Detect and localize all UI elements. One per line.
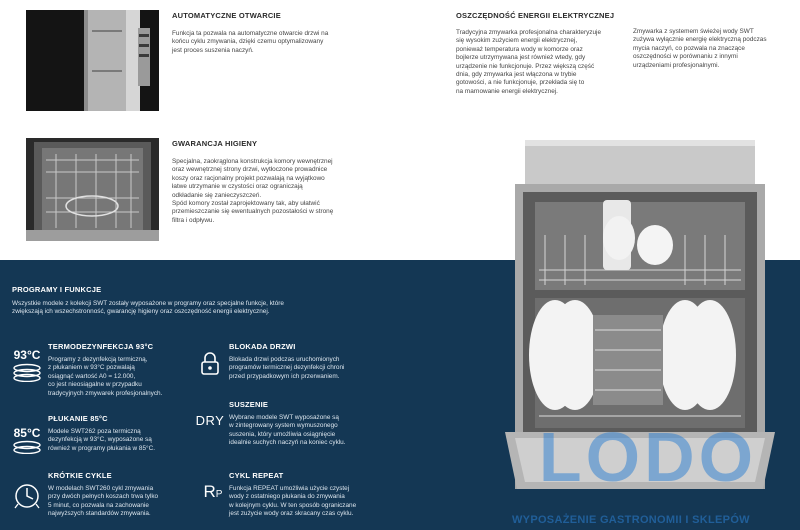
repeat-icon-sub: P	[215, 489, 223, 500]
lock-title: BLOKADA DRZWI	[229, 342, 296, 351]
lock-text: Blokada drzwi podczas uruchomionych programów termicznej dezynfekcji chroni przed przypadkowym ich przerwaniem.	[229, 356, 345, 380]
short-cycle-icon	[12, 482, 42, 515]
thermo-icon-label: 93°C	[13, 348, 41, 362]
short-cycle-title: KRÓTKIE CYKLE	[48, 471, 112, 480]
repeat-icon	[198, 482, 228, 502]
auto-open-text: Funkcja ta pozwala na automatyczne otwarcie drzwi na końcu cyklu zmywania, dzięki czemu optymalizowany jest proces suszenia naczyń.	[172, 30, 329, 54]
cycle-timer-icon	[12, 482, 42, 510]
dishwasher-door-illustration	[26, 10, 159, 111]
watermark-tagline: WYPOSAŻENIE GASTRONOMII I SKLEPÓW	[512, 514, 750, 526]
dry-icon	[192, 413, 228, 428]
dry-title: SUSZENIE	[229, 400, 269, 409]
energy-text-left: Tradycyjna zmywarka profesjonalna charakteryzuje się wysokim zużyciem energii elektrycznej, ponieważ temperatura wody w komorze oraz bojlerze utrzymywana jest również wtedy, gdy urządzenie nie funkcjonuje. Przez większą część dnia, gdy zmywarka jest włączona w trybie gotowości, a nie funkcjonuje, przekłada się to na marnowanie energii elektrycznej.	[456, 29, 602, 95]
repeat-text: Funkcja REPEAT umożliwia użycie czystej wody z ostatniego płukania do zmywania w kolejnym cyklu. W ten sposób ograniczane jest zużycie wody oraz skracany czas cyklu.	[229, 485, 357, 518]
rinse-title: PŁUKANIE 85°C	[48, 414, 108, 423]
watermark-logo	[503, 418, 793, 496]
programs-intro: Wszystkie modele z kolekcji SWT zostały wyposażone w programy oraz specjalne funkcje, które zwiększają ich wszechstronność, gwarancję higieny oraz oszczędność energii elektrycznej.	[12, 300, 284, 316]
rinse-text: Modele SWT262 poza termiczną dezynfekcją w 93°C, wyposażone są również w programy płukania w 85°C.	[48, 428, 155, 452]
watermark-logo-text: LODO	[538, 418, 758, 496]
dry-text: Wybrane modele SWT wyposażone są w zintegrowany system wymuszonego suszenia, który umożliwia osiągnięcie idealnie suchych naczyń na koniec cyklu.	[229, 414, 346, 447]
padlock-icon	[199, 352, 221, 376]
energy-title: OSZCZĘDNOŚĆ ENERGII ELEKTRYCZNEJ	[456, 11, 615, 20]
auto-open-title: AUTOMATYCZNE OTWARCIE	[172, 11, 281, 20]
energy-text-right: Zmywarka z systemem świeżej wody SWT zużywa wyłącznie energię elektryczną podczas mycia naczyń, co pozwala na znaczące oszczędności w porównaniu z innymi urządzeniami profesjonalnymi.	[633, 28, 767, 69]
rinse-temp-icon	[8, 426, 46, 459]
repeat-icon-label: R	[203, 482, 216, 501]
dishwasher-interior-illustration	[26, 138, 159, 241]
thermo-title: TERMODEZYNFEKCJA 93°C	[48, 342, 154, 351]
thermometer-plate-icon	[8, 348, 46, 387]
repeat-title: CYKL REPEAT	[229, 471, 284, 480]
short-cycle-text: W modelach SWT260 cykl zmywania przy dwóch pełnych koszach trwa tylko 5 minut, co pozwala na zachowanie najwyższych standardów zmywania.	[48, 485, 159, 518]
hygiene-photo	[26, 138, 159, 241]
programs-title: PROGRAMY I FUNKCJE	[12, 285, 102, 294]
rinse-icon-label: 85°C	[13, 426, 41, 440]
lock-icon	[197, 352, 223, 381]
hygiene-text: Specjalna, zaokrąglona konstrukcja komory wewnętrznej oraz wewnętrznej strony drzwi, wytłoczone prowadnice koszy oraz racjonalny projekt pozwalają na wyjątkowo łatwe utrzymanie w czystości oraz ograniczają odkładanie się zanieczyszczeń. Spód komory został zaprojektowany tak, aby ułatwić przemieszczanie się ewentualnych pozostałości w stronę filtra i odpływu.	[172, 158, 334, 224]
plate-icon	[12, 440, 42, 454]
auto-open-photo	[26, 10, 159, 111]
thermo-text: Programy z dezynfekcją termiczną, z płukaniem w 93°C pozwalają osiągnąć wartość A0 = 12.000, co jest nieosiągalne w przypadku tradycyjnych zmywarek profesjonalnych.	[48, 356, 163, 397]
plate-stack-icon	[12, 362, 42, 382]
dry-icon-label: DRY	[195, 413, 225, 428]
hygiene-title: GWARANCJA HIGIENY	[172, 139, 258, 148]
